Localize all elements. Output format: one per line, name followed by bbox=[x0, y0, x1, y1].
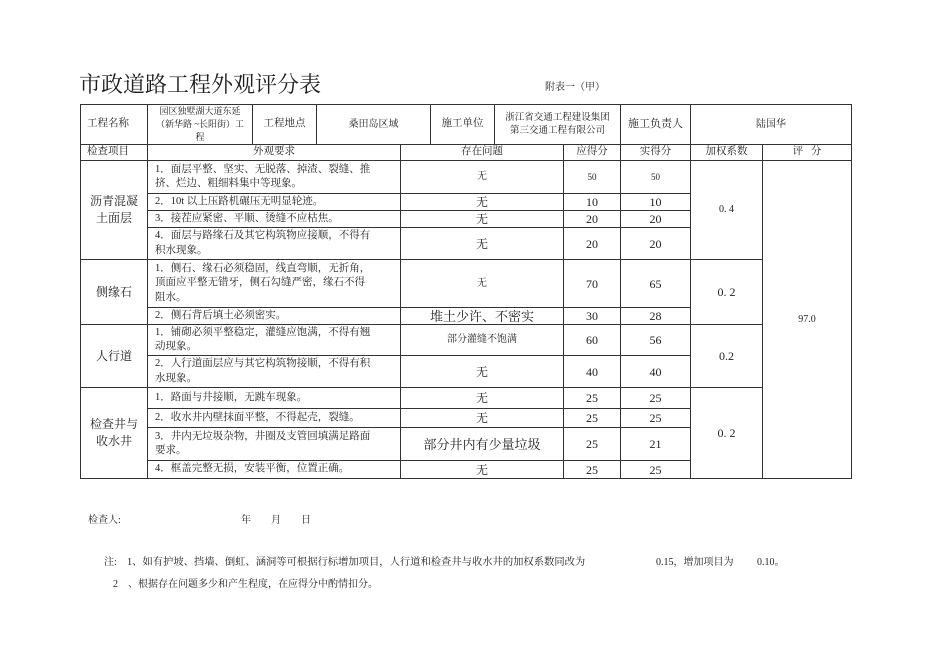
section-name-cell: 人行道 bbox=[81, 325, 148, 388]
col-header-score: 评 分 bbox=[763, 145, 852, 161]
actual-score-cell: 21 bbox=[621, 428, 691, 461]
full-score-cell: 25 bbox=[564, 428, 621, 461]
score-sheet bbox=[80, 104, 851, 479]
location-value: 桑田岛区域 bbox=[317, 105, 431, 145]
note-1-value: 0.15，增加项目为 bbox=[656, 557, 734, 568]
inspector-label: 检查人: bbox=[88, 515, 121, 526]
full-score-cell: 40 bbox=[564, 356, 621, 388]
actual-score-cell: 25 bbox=[621, 461, 691, 479]
col-header-requirement: 外观要求 bbox=[148, 145, 401, 161]
scoring-table bbox=[80, 144, 852, 479]
section-name-cell: 侧缘石 bbox=[81, 260, 148, 325]
actual-score-cell: 10 bbox=[621, 194, 691, 211]
issue-cell: 无 bbox=[401, 161, 564, 194]
table-header-row bbox=[81, 145, 852, 161]
actual-score-cell: 65 bbox=[621, 260, 691, 308]
actual-score-cell: 25 bbox=[621, 409, 691, 428]
col-header-issue: 存在问题 bbox=[401, 145, 564, 161]
note-2-number: 2 bbox=[113, 579, 118, 590]
date-month-label: 月 bbox=[271, 515, 281, 526]
actual-score-cell: 20 bbox=[621, 211, 691, 228]
issue-cell: 部分灌缝不饱满 bbox=[401, 325, 564, 356]
actual-score-cell: 20 bbox=[621, 228, 691, 260]
note-1-text: 1、如有护坡、挡墙、倒虹、涵洞等可根据行标增加项目，人行道和检查井与收水井的加权系数同改为 bbox=[127, 557, 586, 568]
requirement-cell: 1．路面与井接顺，无跳车现象。 bbox=[148, 388, 401, 409]
full-score-cell: 10 bbox=[564, 194, 621, 211]
contractor-value: 浙江省交通工程建设集团 第三交通工程有限公司 bbox=[495, 105, 621, 145]
table-row bbox=[81, 161, 852, 194]
col-header-item: 检查项目 bbox=[81, 145, 148, 161]
actual-score-cell: 28 bbox=[621, 308, 691, 325]
requirement-cell: 3．接茬应紧密、平顺、烫缝不应枯焦。 bbox=[148, 211, 401, 228]
full-score-cell: 25 bbox=[564, 388, 621, 409]
full-score-cell: 20 bbox=[564, 211, 621, 228]
full-score-cell: 25 bbox=[564, 409, 621, 428]
issue-cell: 部分井内有少量垃圾 bbox=[401, 428, 564, 461]
requirement-cell: 1．侧石、缘石必须稳固，线直弯顺，无折角， 顶面应平整无错牙，侧石勾缝严密，缘石不得 阻水。 bbox=[148, 260, 401, 308]
actual-score-cell: 56 bbox=[621, 325, 691, 356]
col-header-weight: 加权系数 bbox=[691, 145, 763, 161]
project-info-table bbox=[80, 104, 852, 145]
col-header-full-score: 应得分 bbox=[564, 145, 621, 161]
full-score-cell: 70 bbox=[564, 260, 621, 308]
table-row bbox=[81, 260, 852, 308]
requirement-cell: 1．面层平整、坚实、无脱落、掉渣、裂缝、推 挤、烂边、粗细料集中等现象。 bbox=[148, 161, 401, 194]
col-header-actual-score: 实得分 bbox=[621, 145, 691, 161]
manager-value: 陆国华 bbox=[691, 105, 852, 145]
location-label: 工程地点 bbox=[253, 105, 317, 145]
table-row bbox=[81, 325, 852, 356]
project-info-row bbox=[81, 105, 852, 145]
requirement-cell: 4．面层与路缘石及其它构筑物应接顺，不得有 积水现象。 bbox=[148, 228, 401, 260]
requirement-cell: 4．框盖完整无损，安装平衡，位置正确。 bbox=[148, 461, 401, 479]
requirement-cell: 2．侧石背后填土必须密实。 bbox=[148, 308, 401, 325]
contractor-label: 施工单位 bbox=[431, 105, 495, 145]
issue-cell: 无 bbox=[401, 211, 564, 228]
issue-cell: 无 bbox=[401, 228, 564, 260]
issue-cell: 无 bbox=[401, 194, 564, 211]
page-title: 市政道路工程外观评分表 bbox=[79, 72, 322, 97]
actual-score-cell: 50 bbox=[621, 161, 691, 194]
weight-cell: 0. 2 bbox=[691, 260, 763, 325]
date-day-label: 日 bbox=[301, 515, 311, 526]
project-name-label: 工程名称 bbox=[81, 105, 148, 145]
full-score-cell: 25 bbox=[564, 461, 621, 479]
issue-cell: 无 bbox=[401, 461, 564, 479]
weight-cell: 0. 2 bbox=[691, 388, 763, 479]
issue-cell: 无 bbox=[401, 409, 564, 428]
date-year-label: 年 bbox=[241, 515, 251, 526]
full-score-cell: 50 bbox=[564, 161, 621, 194]
issue-cell: 无 bbox=[401, 260, 564, 308]
appendix-label: 附表一（甲） bbox=[545, 82, 605, 93]
full-score-cell: 60 bbox=[564, 325, 621, 356]
project-name-value: 园区独墅湖大道东延 （新华路 ~长阳街）工程 bbox=[148, 105, 253, 145]
full-score-cell: 30 bbox=[564, 308, 621, 325]
note-2-text: 、根据存在问题多少和产生程度，在应得分中酌情扣分。 bbox=[128, 579, 378, 590]
manager-label: 施工负责人 bbox=[621, 105, 691, 145]
requirement-cell: 1．铺砌必须平整稳定，灌缝应饱满，不得有翘 动现象。 bbox=[148, 325, 401, 356]
actual-score-cell: 25 bbox=[621, 388, 691, 409]
issue-cell: 无 bbox=[401, 356, 564, 388]
note-1-value-2: 0.10。 bbox=[757, 557, 785, 568]
weight-cell: 0.2 bbox=[691, 325, 763, 388]
requirement-cell: 2．10t 以上压路机碾压无明显轮迹。 bbox=[148, 194, 401, 211]
section-name-cell: 检查井与 收水井 bbox=[81, 388, 148, 479]
weight-cell: 0. 4 bbox=[691, 161, 763, 260]
requirement-cell: 2．收水井内壁抹面平整，不得起壳，裂缝。 bbox=[148, 409, 401, 428]
table-row bbox=[81, 388, 852, 409]
requirement-cell: 2．人行道面层应与其它构筑物接顺，不得有积 水现象。 bbox=[148, 356, 401, 388]
issue-cell: 无 bbox=[401, 388, 564, 409]
section-name-cell: 沥青混凝 土面层 bbox=[81, 161, 148, 260]
full-score-cell: 20 bbox=[564, 228, 621, 260]
actual-score-cell: 40 bbox=[621, 356, 691, 388]
total-score-cell: 97.0 bbox=[763, 161, 852, 479]
requirement-cell: 3．井内无垃圾杂物，井圈及支管回填满足路面 要求。 bbox=[148, 428, 401, 461]
issue-cell: 堆土少许、不密实 bbox=[401, 308, 564, 325]
notes-prefix: 注: bbox=[104, 557, 117, 568]
